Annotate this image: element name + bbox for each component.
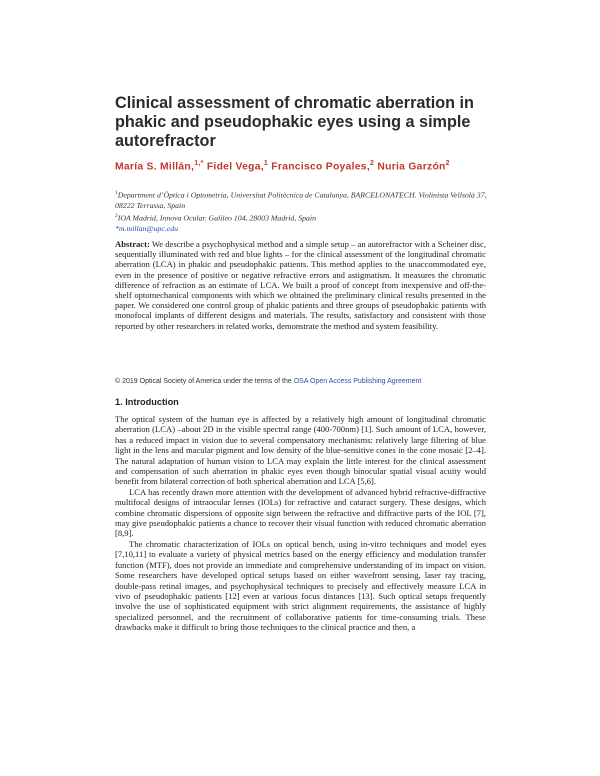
author-name: Francisco Poyales, xyxy=(271,161,370,173)
abstract xyxy=(115,239,486,331)
author-affil-mark: 1 xyxy=(263,160,269,167)
copyright-text: © 2019 Optical Society of America under the terms of the xyxy=(115,378,294,385)
author-affil-mark: 2 xyxy=(370,160,375,167)
author-name: Nuria Garzón xyxy=(377,161,446,173)
affiliation: $^2$IOA Madrid, Innova Ocular. Galileo 104, 28003 Madrid, Spain xyxy=(115,213,316,223)
introduction-body xyxy=(115,414,486,633)
body-paragraph: LCA has recently drawn more attention with the development of advanced hybrid refractive-diffractive multifocal designs of intraocular lenses (IOLs) for refractive and cataract surgery. These designs, which combine chromatic dispersions of opposite sign between the refractive and diffractive parts of the IOL [7], may give pseudophakic patients a chance to recover their visual function with reduced chromatic aberration [8,9]. xyxy=(115,486,486,539)
author-name: María S. Millán, xyxy=(115,161,195,173)
section-heading: 1. Introduction xyxy=(115,397,179,407)
abstract-label: Abstract: xyxy=(115,239,150,249)
author-list xyxy=(115,156,475,174)
paper-title: Clinical assessment of chromatic aberration in phakic and pseudophakic eyes using a simple autorefractor xyxy=(115,94,474,150)
abstract-text: We describe a psychophysical method and a simple setup – an autorefractor with a Scheiner disc, sequentially illuminated with red and blue lights – for the clinical assessment of the longitudinal chromatic aberration (LCA) in phakic and pseudophakic patients. This method applies to the unaccommodated eye, even in the presence of positive or negative refractive errors and astigmatism. It measures the chromatic difference of refraction as an estimate of LCA. We built a proof of concept from inexpensive and off-the-shelf optomechanical components with which we obtained the preliminary clinical results presented in the paper. We considered one control group of phakic patients and three groups of pseudophakic patients with monofocal implants of different designs and materials. The results, satisfactory and consistent with those reported by other researchers in related works, demonstrate the method and system feasibility. xyxy=(115,239,486,331)
body-paragraph: The optical system of the human eye is affected by a relatively high amount of longitudinal chromatic aberration (LCA) –about 2D in the visible spectral range (400-700nm) [1]. Such amount of LCA, however, has a reduced impact in vision due to several compensatory mechanisms: relatively large filtering of blue light in the lens and macular pigment and low density of the blue-sensitive cones in the cone mosaic [2–4]. The natural adaptation of human vision to LCA may explain the little interest for the clinical assessment and compensation of such aberration in phakic eyes even though binocular spatial visual acuity would benefit from bilateral correction of both spherical aberration and LCA [5,6]. xyxy=(115,414,486,487)
affiliations xyxy=(115,188,495,235)
author-affil-mark: 2 xyxy=(445,160,450,167)
author-name: Fidel Vega, xyxy=(206,161,264,173)
copyright-notice xyxy=(115,377,495,386)
author-affil-mark: 1,* xyxy=(194,160,204,167)
corresponding-email[interactable]: *m.millan@upc.edu xyxy=(115,224,179,234)
body-paragraph: The chromatic characterization of IOLs on optical bench, using in-vitro techniques and model eyes [7,10,11] to evaluate a variety of physical metrics based on the energy efficiency and modulation transfer function (MTF), does not provide an immediate and comprehensive understanding of its impact on vision. Some researchers have developed optical setups based on either wavefront sensing, laser ray tracing, double-pass retinal images, and psychophysical techniques to precisely and effectively measure LCA in vivo of pseudophakic patients [12] even at various focus distances [13]. Such optical setups frequently involve the use of sophisticated equipment with strict alignment requirements, the assistance of highly specialized personnel, and the recruitment of collaborative patients for time-consuming trials. These drawbacks make it difficult to bring those techniques to the clinical practice and then, a xyxy=(115,538,486,633)
affiliation: $^1$Department d’Òptica i Optometria, Universitat Politècnica de Catalunya, BARCELONATECH. Violinista Vellsolà 37, 08222 Terrassa, Spain xyxy=(115,190,487,210)
license-link[interactable]: OSA Open Access Publishing Agreement xyxy=(293,378,422,385)
